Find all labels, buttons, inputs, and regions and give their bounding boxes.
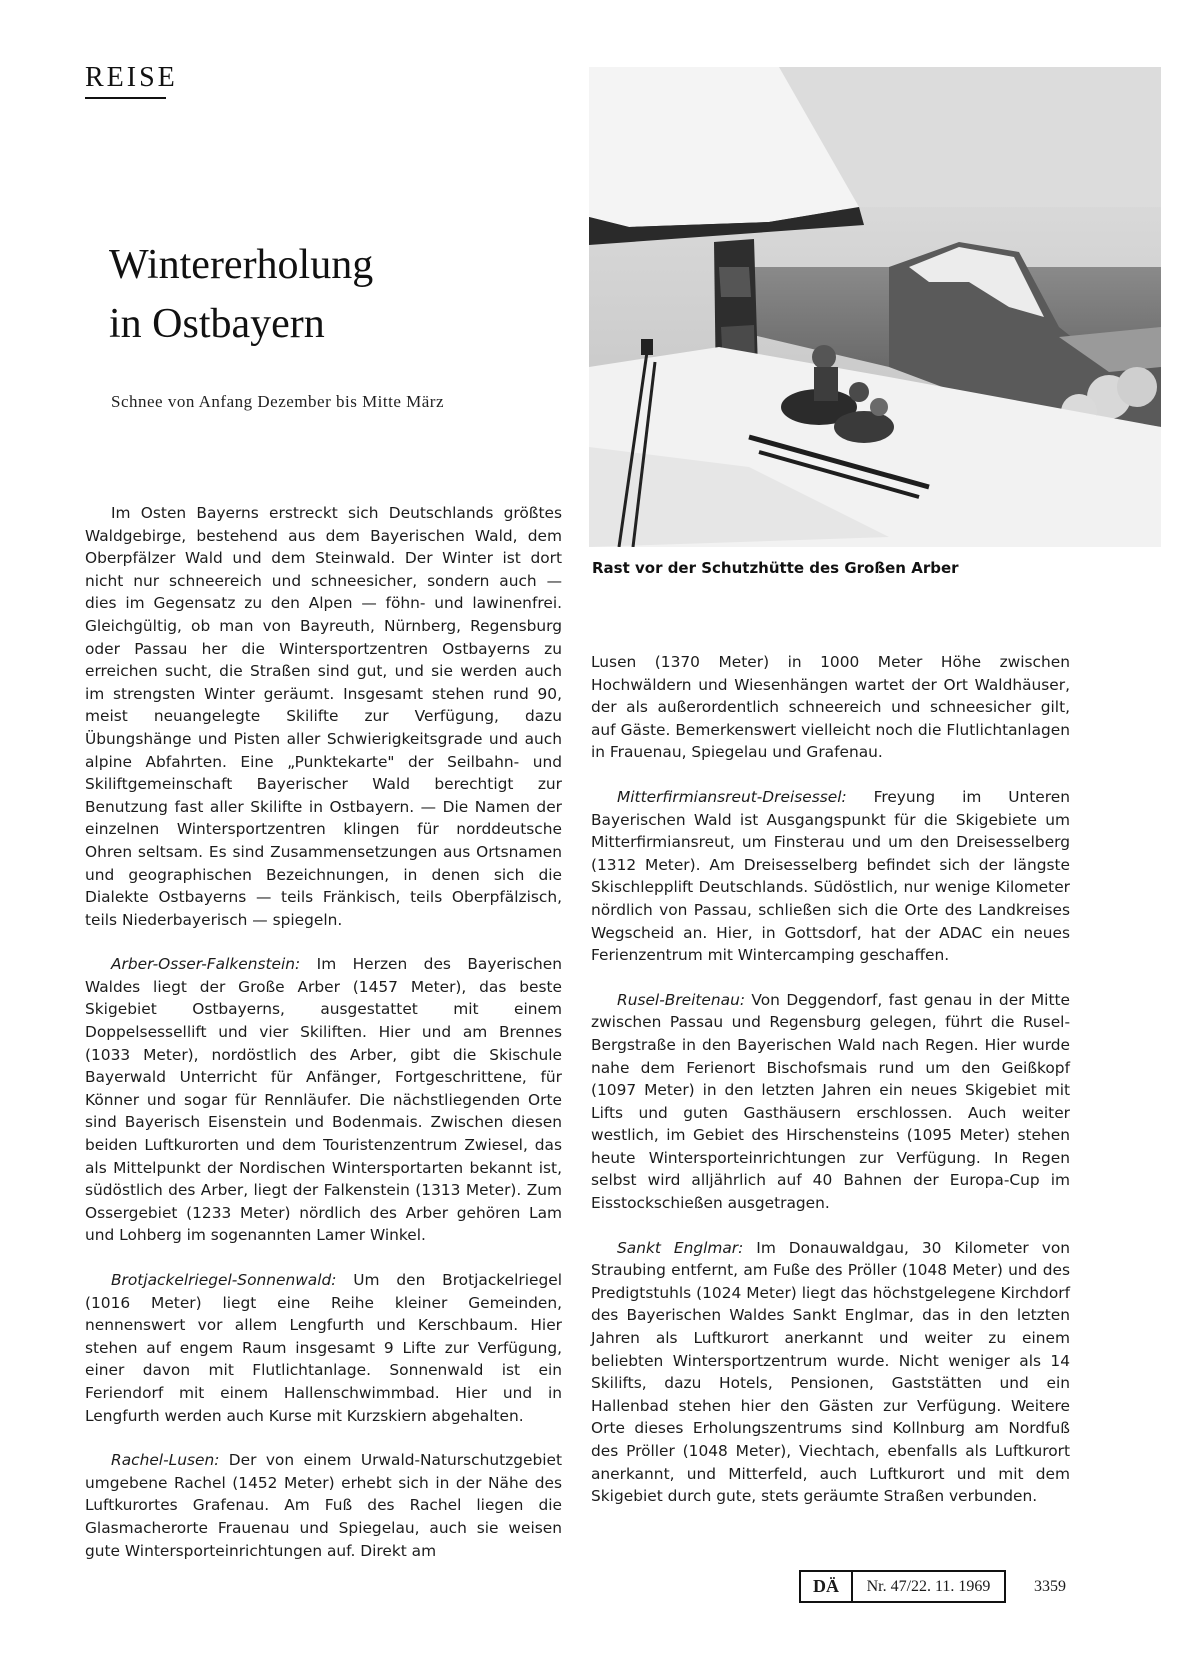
page-number: 3359 — [1034, 1578, 1066, 1595]
paragraph-continued: Lusen (1370 Meter) in 1000 Meter Höhe zwischen Hochwäldern und Wiesenhängen wartet der Ort Waldhäuser, der als außerordentlich schneereich und schneesicher gilt, auf Gäste. Bemerkenswert vielleicht noch die Flutlichtanlagen in Frauenau, Spiegelau und Grafenau. — [591, 653, 1070, 762]
region-heading-englmar: Sankt Englmar: — [617, 1238, 744, 1257]
paragraph-text: Der von einem Urwald-Naturschutzgebiet umgebene Rachel (1452 Meter) erhebt sich in der Nähe des Luftkurortes Grafenau. Am Fuß des Rachel liegen die Glasmacherorte Frauenau und Spiegelau, auch sie weisen gute Wintersporteinrichtungen auf. Direkt am — [85, 1451, 562, 1560]
paragraph-rachel — [85, 1449, 562, 1562]
paragraph-text: Im Herzen des Bayerischen Waldes liegt der Große Arber (1457 Meter), das beste Skigebiet Ostbayerns, ausgestattet mit einem Doppelsessellift und vier Skiliften. Hier und am Brennes (1033 Meter), nordöstlich des Arber, gibt die Skischule Bayerwald Unterricht für Anfänger, Fortgeschrittene, für Könner und sogar für Rennläufer. Die nächstliegenden Orte sind Bayerisch Eisenstein und Bodenmais. Zwischen diesen beiden Luftkurorten und dem Touristenzentrum Zwiesel, das als Mittelpunkt der Nordischen Wintersportarten bekannt ist, südöstlich des Arber, liegt der Falkenstein (1313 Meter). Zum Ossergebiet (1233 Meter) nördlich des Arber gehören Lam und Lohberg im sogenannten Lamer Winkel. — [85, 955, 562, 1245]
paragraph-englmar — [591, 1237, 1070, 1508]
photo-hut-skiers — [589, 67, 1161, 547]
region-heading-mitterfirmiansreut: Mitterfirmiansreut-Dreisessel: — [617, 787, 847, 806]
paragraph-text: Um den Brotjackelriegel (1016 Meter) liegt eine Reihe kleiner Gemeinden, nennenswert vor allem Lengfurth und Kerschbaum. Hier stehen auf engem Raum insgesamt 9 Lifte zur Verfügung, einer davon mit Flutlichtanlage. Sonnenwald ist ein Feriendorf mit einem Hallenschwimmbad. Hier und in Lengfurth werden auch Kurse mit Kurzskiern abgehalten. — [85, 1271, 562, 1425]
issue-number: Nr. 47/22. 11. 1969 — [853, 1570, 1006, 1603]
region-heading-rusel: Rusel-Breitenau: — [617, 990, 746, 1009]
title-line-2: in Ostbayern — [109, 301, 325, 347]
paragraph-text: Von Deggendorf, fast genau in der Mitte zwischen Passau und Regensburg gelegen, führt die Rusel-Bergstraße in den Bayerischen Wald nach Regen. Hier wurde nahe dem Ferienort Bischofsmais rund um den Geißkopf (1097 Meter) in den letzten Jahren ein neues Skigebiet mit Lifts und guten Gasthäusern erschlossen. Auch weiter westlich, im Gebiet des Hirschensteins (1095 Meter) stehen heute Wintersporteinrichtungen zur Verfügung. In Regen selbst wird alljährlich auf 40 Bahnen der Europa-Cup im Eisstockschießen ausgetragen. — [591, 990, 1070, 1213]
paragraph-brotjackelriegel — [85, 1269, 562, 1427]
title-line-1: Wintererholung — [109, 242, 374, 288]
section-label: REISE — [85, 62, 166, 99]
photo-caption: Rast vor der Schutzhütte des Großen Arber — [592, 559, 959, 577]
region-heading-brotjackelriegel: Brotjackelriegel-Sonnenwald: — [111, 1271, 337, 1289]
article-column-1 — [85, 502, 562, 1584]
journal-logo: DÄ — [799, 1570, 853, 1603]
article-subtitle: Schnee von Anfang Dezember bis Mitte März — [111, 392, 445, 411]
footer-issue-box — [799, 1570, 1006, 1603]
intro-paragraph: Im Osten Bayerns erstreckt sich Deutschlands größtes Waldgebirge, bestehend aus dem Bayerischen Wald, dem Oberpfälzer Wald und dem Steinwald. Der Winter ist dort nicht nur schneereich und schneesicher, sondern auch — dies im Gegensatz zu den Alpen — föhn- und lawinenfrei. Gleichgültig, ob man von Bayreuth, Nürnberg, Regensburg oder Passau her die Wintersportzentren Ostbayerns zu erreichen sucht, die Straßen sind gut, und sie werden auch im strengsten Winter geräumt. Insgesamt stehen rund 90, meist neuangelegte Skilifte zur Verfügung, dazu Übungshänge und Pisten aller Schwierigkeitsgrade und auch alpine Abfahrten. Eine „Punktekarte" der Seilbahn- und Skiliftgemeinschaft Bayerischer Wald berechtigt zur Benutzung fast aller Skilifte in Ostbayern. — Die Namen der einzelnen Wintersportzentren klingen für norddeutsche Ohren seltsam. Es sind Zusammensetzungen aus Ortsnamen und geographischen Bezeichnungen, in denen sich die Dialekte Ostbayerns — teils Fränkisch, teils Oberpfälzisch, teils Niederbayerisch — spiegeln. — [85, 504, 562, 929]
region-heading-arber: Arber-Osser-Falkenstein: — [111, 955, 301, 974]
article-column-2 — [591, 651, 1070, 1530]
paragraph-arber — [85, 953, 562, 1247]
article-title — [109, 236, 373, 354]
paragraph-rusel — [591, 989, 1070, 1215]
paragraph-mitterfirmiansreut — [591, 786, 1070, 967]
paragraph-text: Freyung im Unteren Bayerischen Wald ist Ausgangspunkt für die Skigebiete um Mitterfirmiansreut, um Finsterau und um den Dreisesselberg (1312 Meter). Am Dreisesselberg befindet sich der längste Skischlepplift Deutschlands. Südöstlich, nur wenige Kilometer nördlich von Passau, schließen sich die Orte des Landkreises Wegscheid an. Hier, in Gottsdorf, hat der ADAC ein neues Ferienzentrum mit Wintercamping geschaffen. — [591, 787, 1070, 965]
paragraph-text: Im Donauwaldgau, 30 Kilometer von Straubing entfernt, am Fuße des Pröller (1048 Meter) und des Predigtstuhls (1024 Meter) liegt das höchstgelegene Kirchdorf des Bayerischen Waldes Sankt Englmar, das in den letzten Jahren als Luftkurort anerkannt und weiter zu einem beliebten Wintersportzentrum wurde. Nicht weniger als 14 Skilifts, dazu Hotels, Pensionen, Gaststätten und ein Hallenbad stehen hier den Gästen zur Verfügung. Weitere Orte dieses Erholungszentrums sind Kollnburg am Nordfuß des Pröller (1048 Meter), Viechtach, ebenfalls als Luftkurort anerkannt, und Mitterfeld, auch Luftkurort und mit dem Skigebiet durch gute, stets geräumte Straßen verbunden. — [591, 1238, 1070, 1506]
region-heading-rachel: Rachel-Lusen: — [111, 1451, 220, 1470]
